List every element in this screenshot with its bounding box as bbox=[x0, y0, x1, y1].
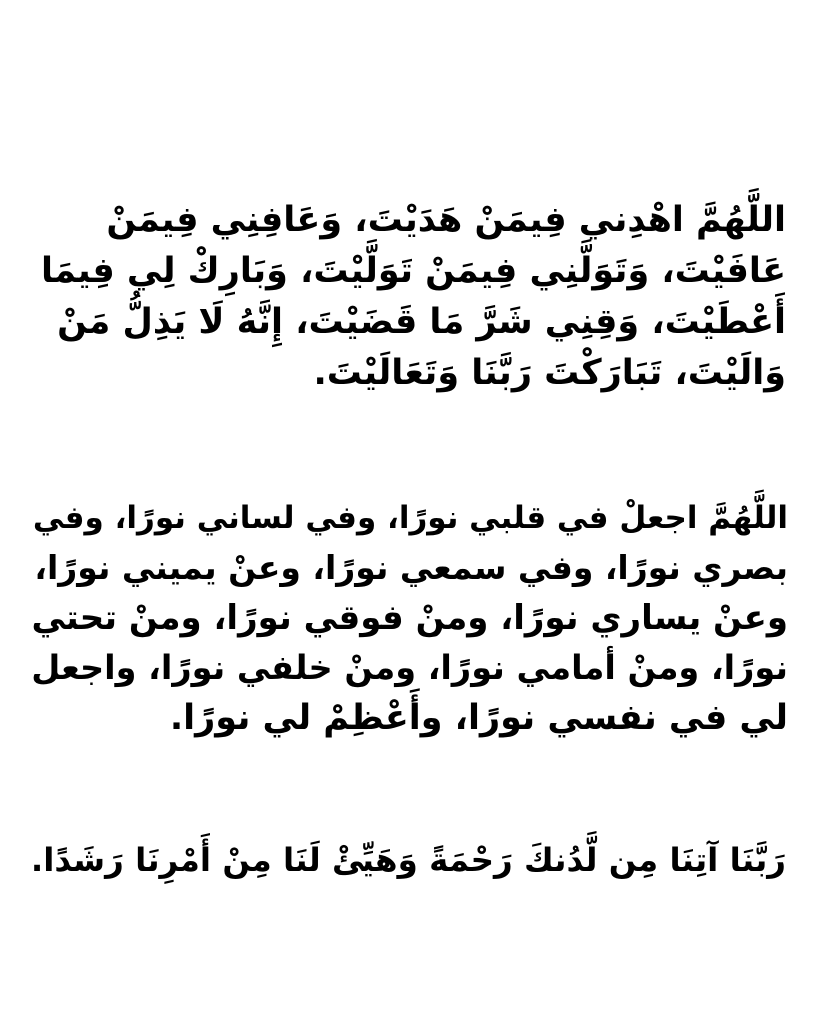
text-line: أَعْطَيْتَ، وَقِنِي شَرَّ مَا قَضَيْتَ، إِنَّهُ لَا يَذِلُّ مَنْ bbox=[57, 302, 786, 342]
text-line: لي في نفسي نورًا، وأَعْظِمْ لي نورًا. bbox=[169, 698, 788, 738]
text-line: وعنْ يساري نورًا، ومنْ فوقي نورًا، ومنْ تحتي bbox=[31, 598, 788, 638]
text-line: رَبَّنَا آتِنَا مِن لَّدُنكَ رَحْمَةً وَهَيِّئْ لَنَا مِنْ أَمْرِنَا رَشَدًا. bbox=[30, 841, 786, 879]
text-line: وَالَيْتَ، تَبَارَكْتَ رَبَّنَا وَتَعَالَيْتَ. bbox=[313, 353, 786, 393]
paragraph-light-dua bbox=[28, 493, 788, 743]
text-line: نورًا، ومنْ أمامي نورًا، ومنْ خلفي نورًا، واجعل bbox=[31, 648, 788, 687]
text-line: بصري نورًا، وفي سمعي نورًا، وعنْ يميني نورًا، bbox=[34, 548, 788, 587]
text-line: اللَّهُمَّ اهْدِني فِيمَنْ هَدَيْتَ، وَعَافِنِي فِيمَنْ bbox=[106, 200, 786, 240]
paragraph-mercy-dua bbox=[26, 835, 786, 886]
text-line: اللَّهُمَّ اجعلْ في قلبي نورًا، وفي لساني نورًا، وفي bbox=[32, 500, 788, 536]
paragraph-qunoot-dua bbox=[26, 195, 786, 399]
text-line: عَافَيْتَ، وَتَوَلَّنِي فِيمَنْ تَوَلَّيْتَ، وَبَارِكْ لِي فِيمَا bbox=[40, 251, 786, 291]
